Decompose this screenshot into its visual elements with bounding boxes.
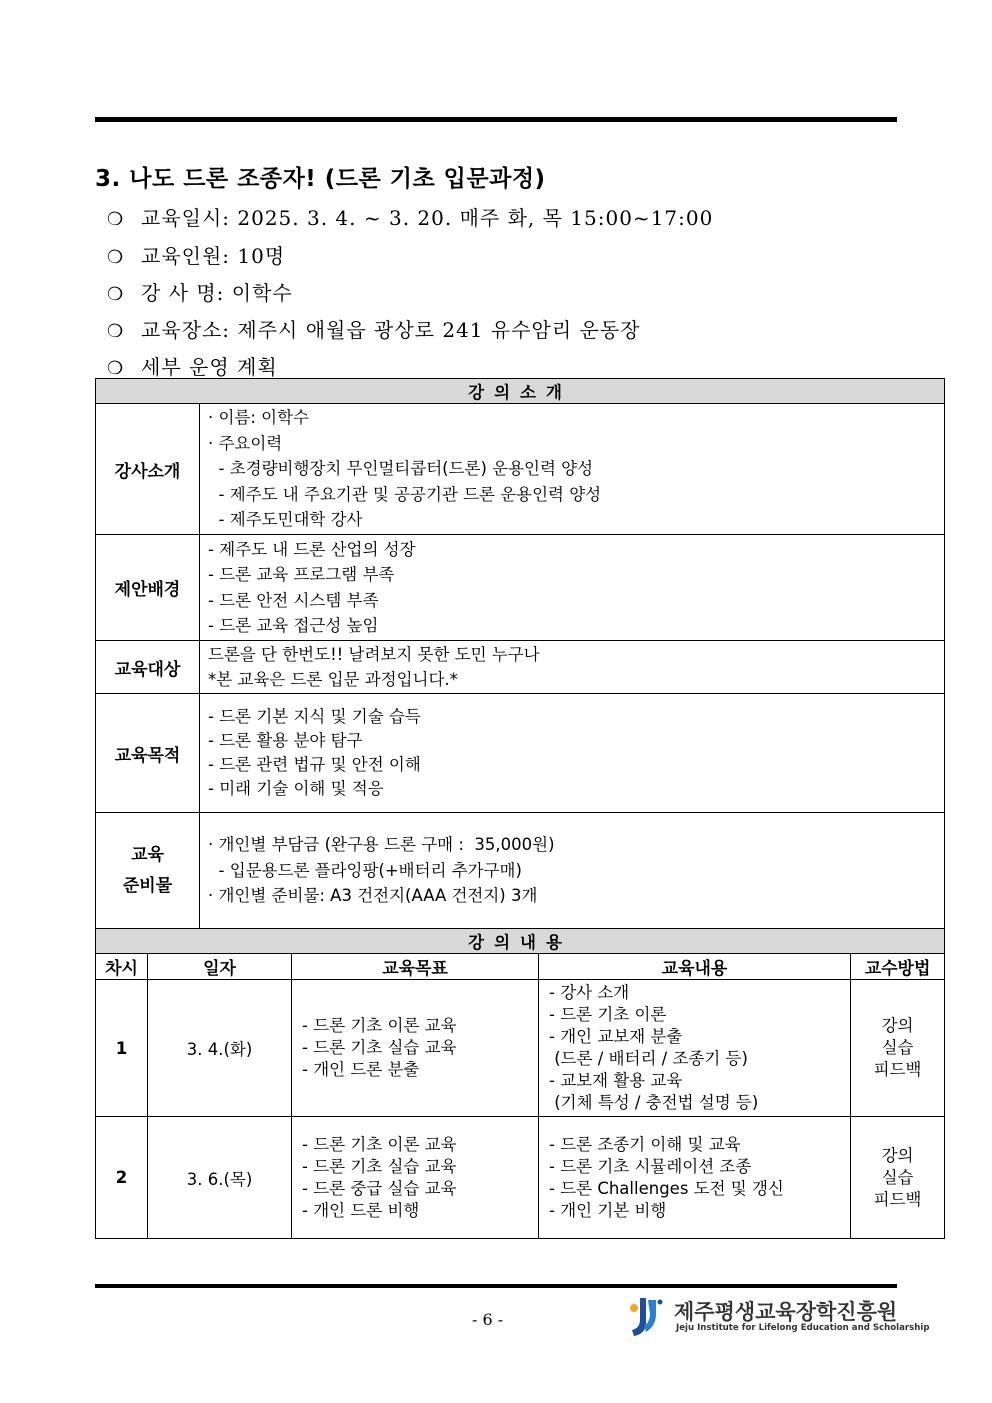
session-methods: 강의 실습 피드백 — [851, 1117, 945, 1239]
row-label-background: 제안배경 — [96, 535, 200, 641]
row-content-instructor: · 이름: 이학수 · 주요이력 - 초경량비행장치 무인멀티콥터(드론) 운용인력 양성 - 제주도 내 주요기관 및 공공기관 드론 운용인력 양성 - 제주도민대학 강사 — [200, 404, 945, 535]
col-header-goals: 교육목표 — [292, 954, 539, 980]
col-header-methods: 교수방법 — [851, 954, 945, 980]
top-rule — [95, 117, 897, 122]
org-name-en: Jeju Institute for Lifelong Education and Scholarship — [676, 1323, 930, 1333]
session-contents: - 드론 조종기 이해 및 교육 - 드론 기초 시뮬레이션 조종 - 드론 Challenges 도전 및 갱신 - 개인 기본 비행 — [539, 1117, 851, 1239]
row-content-supplies: · 개인별 부담금 (완구용 드론 구매 : 35,000원) - 입문용드론 플라잉팡(+배터리 추가구매) · 개인별 준비물: A3 건전지(AAA 건전지) 3개 — [200, 813, 945, 929]
session-number: 2 — [96, 1117, 148, 1239]
bullet-instructor: ❍ 강 사 명: 이학수 — [107, 281, 293, 305]
row-label-instructor: 강사소개 — [96, 404, 200, 535]
circle-bullet-icon: ❍ — [107, 209, 125, 230]
section-title: 3. 나도 드론 조종자! (드론 기초 입문과정) — [95, 166, 546, 192]
session-goals: - 드론 기초 이론 교육 - 드론 기초 실습 교육 - 드론 중급 실습 교육 - 개인 드론 비행 — [292, 1117, 539, 1239]
col-header-date: 일자 — [148, 954, 292, 980]
bullet-location: ❍ 교육장소: 제주시 애월읍 광상로 241 유수암리 운동장 — [107, 318, 641, 342]
bullet-plan: ❍ 세부 운영 계획 — [107, 355, 278, 379]
bottom-rule — [95, 1284, 897, 1288]
bullet-headcount: ❍ 교육인원: 10명 — [107, 244, 286, 268]
circle-bullet-icon: ❍ — [107, 321, 125, 342]
circle-bullet-icon: ❍ — [107, 247, 125, 268]
bullet-schedule: ❍ 교육일시: 2025. 3. 4. ~ 3. 20. 매주 화, 목 15:00~17:00 — [107, 206, 714, 230]
col-header-session: 차시 — [96, 954, 148, 980]
page-number: - 6 - — [472, 1310, 504, 1329]
row-label-target: 교육대상 — [96, 641, 200, 694]
session-goals: - 드론 기초 이론 교육 - 드론 기초 실습 교육 - 개인 드론 분출 — [292, 980, 539, 1117]
row-label-supplies: 교육 준비물 — [96, 813, 200, 929]
row-content-purpose: - 드론 기본 지식 및 기술 습득 - 드론 활용 분야 탐구 - 드론 관련 법규 및 안전 이해 - 미래 기술 이해 및 적응 — [200, 694, 945, 813]
session-number: 1 — [96, 980, 148, 1117]
session-contents: - 강사 소개 - 드론 기초 이론 - 개인 교보재 분출 (드론 / 배터리 / 조종기 등) - 교보재 활용 교육 (기체 특성 / 충전법 설명 등) — [539, 980, 851, 1117]
row-label-purpose: 교육목적 — [96, 694, 200, 813]
col-header-contents: 교육내용 — [539, 954, 851, 980]
session-date: 3. 6.(목) — [148, 1117, 292, 1239]
row-content-target: 드론을 단 한번도!! 날려보지 못한 도민 누구나 *본 교육은 드론 입문 과정입니다.* — [200, 641, 945, 694]
circle-bullet-icon: ❍ — [107, 358, 125, 379]
intro-header: 강의소개 — [96, 379, 945, 404]
org-name-ko: 제주평생교육장학진흥원 — [674, 1300, 898, 1324]
row-content-background: - 제주도 내 드론 산업의 성장 - 드론 교육 프로그램 부족 - 드론 안전 시스템 부족 - 드론 교육 접근성 높임 — [200, 535, 945, 641]
plan-table — [95, 378, 945, 1239]
circle-bullet-icon: ❍ — [107, 284, 125, 305]
content-header: 강의내용 — [96, 929, 945, 954]
session-methods: 강의 실습 피드백 — [851, 980, 945, 1117]
session-date: 3. 4.(화) — [148, 980, 292, 1117]
